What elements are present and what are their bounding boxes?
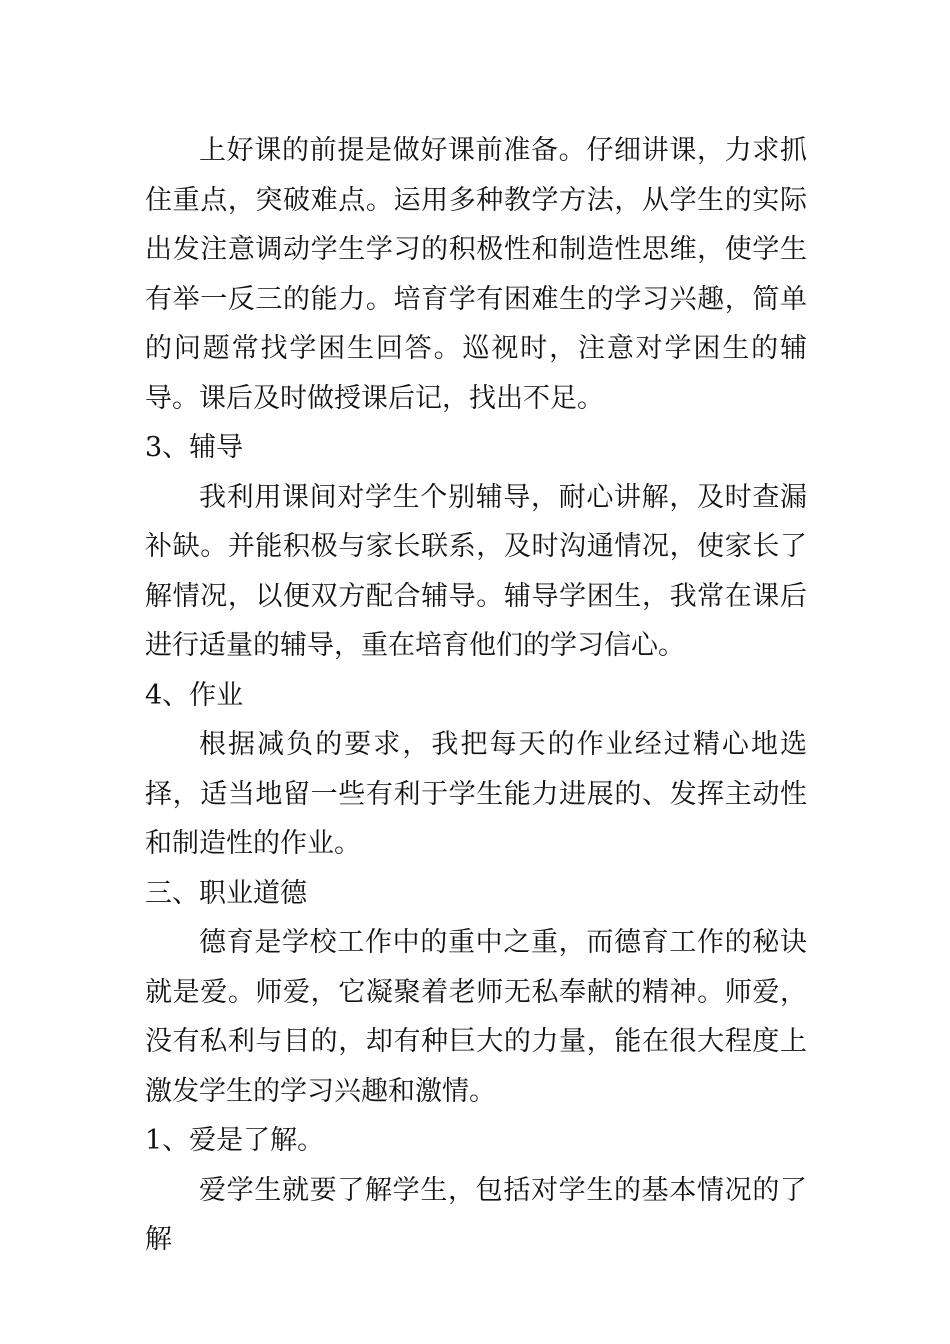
heading-homework: 4、作业 xyxy=(145,679,244,711)
document-body xyxy=(145,126,807,1265)
paragraph-tutoring: 我利用课间对学生个别辅导，耐心讲解，及时查漏补缺。并能积极与家长联系，及时沟通情况，使家长了解情况，以便双方配合辅导。辅导学困生，我常在课后进行适量的辅导，重在培育他们的学习信心。 xyxy=(145,481,807,661)
paragraph-lesson-prep: 上好课的前提是做好课前准备。仔细讲课，力求抓住重点，突破难点。运用多种教学方法，从学生的实际出发注意调动学生学习的积极性和制造性思维，使学生有举一反三的能力。培育学有困难生的学习兴趣，简单的问题常找学困生回答。巡视时，注意对学困生的辅导。课后及时做授课后记，找出不足。 xyxy=(145,135,807,414)
heading-tutoring: 3、辅导 xyxy=(145,432,244,463)
paragraph-understanding-students: 爱学生就要了解学生，包括对学生的基本情况的了解 xyxy=(145,1174,807,1255)
heading-professional-ethics: 三、职业道德 xyxy=(145,877,307,909)
paragraph-moral-education: 德育是学校工作中的重中之重，而德育工作的秘诀就是爱。师爱，它凝聚着老师无私奉献的精神。师爱，没有私利与目的，却有种巨大的力量，能在很大程度上激发学生的学习兴趣和激情。 xyxy=(145,927,807,1107)
paragraph-homework: 根据减负的要求，我把每天的作业经过精心地选择，适当地留一些有利于学生能力进展的、发挥主动性和制造性的作业。 xyxy=(145,729,807,859)
heading-love-is-understanding: 1、爱是了解。 xyxy=(145,1125,325,1156)
